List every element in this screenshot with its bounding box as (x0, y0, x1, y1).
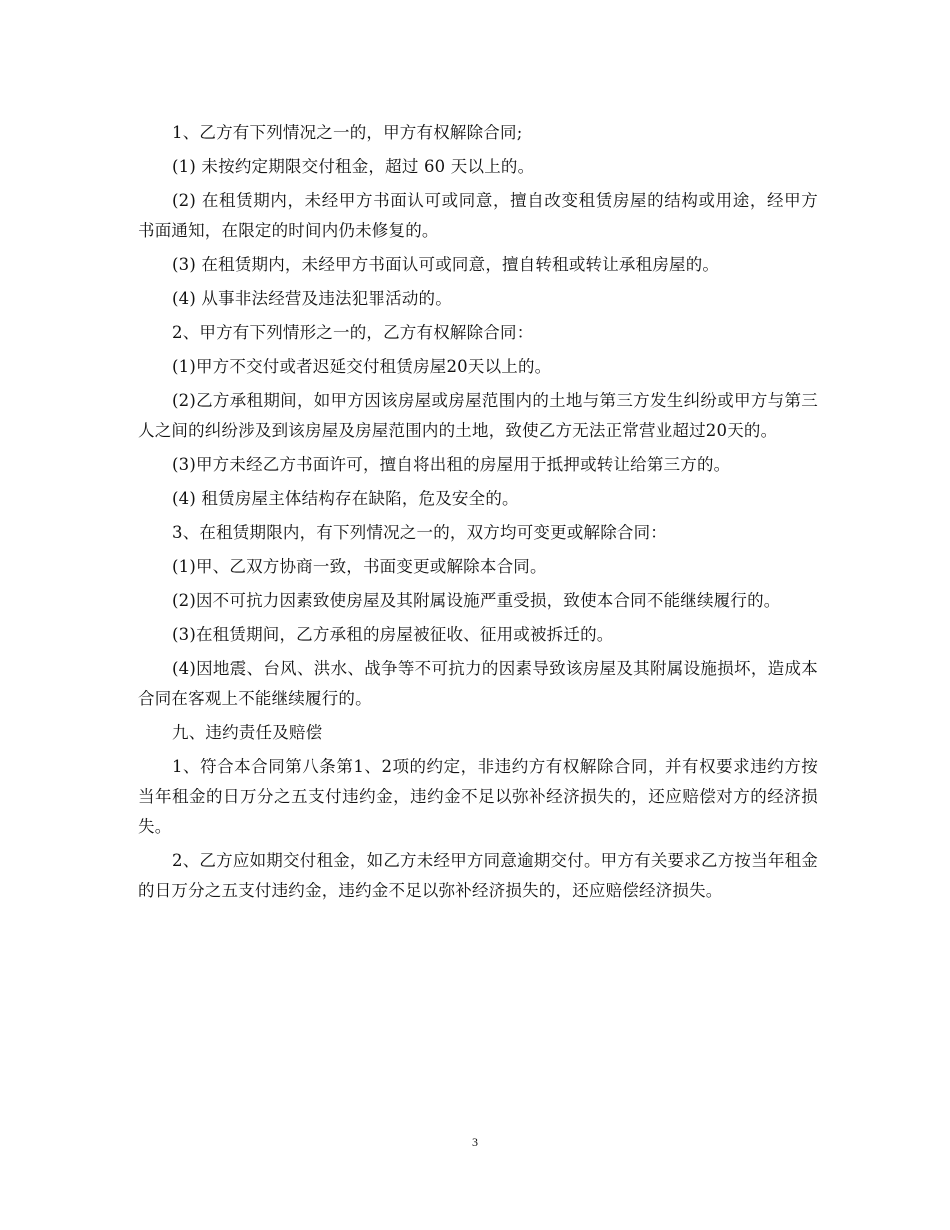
document-body (138, 118, 818, 910)
paragraph: (4) 从事非法经营及违法犯罪活动的。 (172, 289, 452, 308)
page-number: 3 (472, 1135, 478, 1149)
section-heading: 九、违约责任及赔偿 (172, 723, 323, 742)
paragraph: (4)因地震、台风、洪水、战争等不可抗力的因素导致该房屋及其附属设施损坏，造成本合同在客观上不能继续履行的。 (138, 659, 818, 708)
paragraph: (3)在租赁期间，乙方承租的房屋被征收、征用或被拆迁的。 (172, 625, 614, 644)
paragraph: 1、乙方有下列情况之一的，甲方有权解除合同; (172, 123, 523, 142)
paragraph: (2)因不可抗力因素致使房屋及其附属设施严重受损，致使本合同不能继续履行的。 (172, 591, 781, 610)
paragraph: (2)乙方承租期间，如甲方因该房屋或房屋范围内的土地与第三方发生纠纷或甲方与第三人之间的纠纷涉及到该房屋及房屋范围内的土地，致使乙方无法正常营业超过20天的。 (138, 391, 818, 440)
paragraph: (3) 在租赁期内，未经甲方书面认可或同意，擅自转租或转让承租房屋的。 (172, 255, 720, 274)
paragraph: 2、乙方应如期交付租金，如乙方未经甲方同意逾期交付。甲方有关要求乙方按当年租金的日万分之五支付违约金，违约金不足以弥补经济损失的，还应赔偿经济损失。 (138, 851, 818, 900)
paragraph: (2) 在租赁期内，未经甲方书面认可或同意，擅自改变租赁房屋的结构或用途，经甲方书面通知，在限定的时间内仍未修复的。 (138, 191, 818, 240)
paragraph: (1)甲、乙双方协商一致，书面变更或解除本合同。 (172, 557, 547, 576)
paragraph: (3)甲方未经乙方书面许可，擅自将出租的房屋用于抵押或转让给第三方的。 (172, 455, 731, 474)
paragraph: 1、符合本合同第八条第1、2项的约定，非违约方有权解除合同，并有权要求违约方按当年租金的日万分之五支付违约金，违约金不足以弥补经济损失的，还应赔偿对方的经济损失。 (138, 757, 818, 836)
paragraph: (1) 未按约定期限交付租金，超过 60 天以上的。 (172, 157, 535, 176)
paragraph: (1)甲方不交付或者迟延交付租赁房屋20天以上的。 (172, 357, 552, 376)
paragraph: (4) 租赁房屋主体结构存在缺陷，危及安全的。 (172, 489, 519, 508)
paragraph: 2、甲方有下列情形之一的，乙方有权解除合同： (172, 323, 534, 342)
paragraph: 3、在租赁期限内，有下列情况之一的，双方均可变更或解除合同： (172, 523, 667, 542)
